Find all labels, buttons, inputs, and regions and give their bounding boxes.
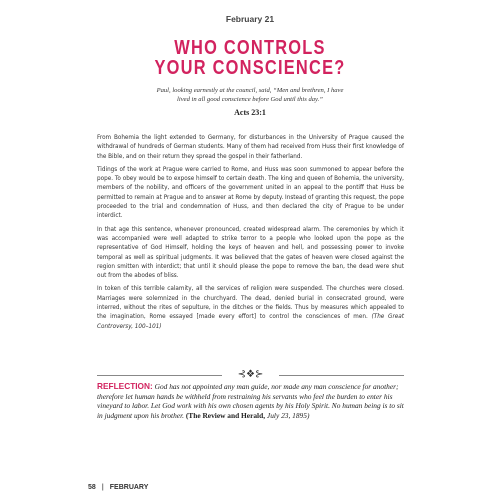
title-line-1: WHO CONTROLS — [174, 37, 326, 59]
reflection-label: REFLECTION: — [97, 381, 153, 391]
footer-month: FEBRUARY — [109, 484, 149, 491]
page-date: February 21 — [225, 14, 275, 24]
body-paragraph-1: From Bohemia the light extended to Germany, for disturbances in the University of Prague caused the withdrawal of hundreds of German students. Many of them had received from Huss their first knowledge of the Bible, and on their return they spread the gospel in their fatherland. — [97, 135, 404, 160]
fleuron-icon: ⊰❖⊱ — [237, 369, 264, 380]
reflection-source-date: July 23, 1895) — [266, 410, 310, 420]
body-paragraph-2: Tidings of the work at Prague were carried to Rome, and Huss was soon summoned to appear before the pope. To obey would be to expose himself to certain death. The king and queen of Bohemia, the university, members of the nobility, and officers of the government united in an appeal to the pontiff that Huss be permitted to remain at Prague and to answer at Rome by deputy. Instead of granting this request, the pope proceeded to the trial and condemnation of Huss, and then declared the city of Prague to be under interdict. — [97, 166, 404, 220]
section-divider — [97, 368, 404, 382]
epigraph-reference: Acts 23:1 — [234, 108, 266, 117]
page-title — [45, 38, 455, 78]
reflection-text: God has not appointed any man guide, nor made any man conscience for another; therefore let human hands be withheld from restraining his servants who feel the burden to enter his vineyard to labor. Let God work with his own chosen agents by his Holy Spirit. No human being is to sit in judgment upon his brother. — [97, 382, 404, 420]
body-citation: (The Great Controversy, 100–101) — [97, 314, 404, 330]
divider-line-left — [97, 375, 222, 376]
body-paragraph-3: In that age this sentence, whenever pronounced, created widespread alarm. The ceremonies by which it was accompanied were well adapted to strike terror to a people who looked upon the pope as the representative of God Himself, holding the keys of heaven and hell, and possessing power to invoke temporal as well as spiritual judgments. It was believed that the gates of heaven were closed against the region smitten with interdict; that until it should please the pope to remove the ban, the dead were shut out from the abodes of bliss. — [97, 226, 404, 280]
title-line-2: YOUR CONSCIENCE? — [154, 57, 346, 79]
body-paragraph-4-text: In token of this terrible calamity, all the services of religion were suspended. The churches were closed. Marriages were solemnized in the churchyard. The dead, denied burial in consecrated ground, were interred, without the rites of sepulture, in the ditches or the fields. Thus by measures which appealed to the imagination, Rome essayed [made every effort] to control the consciences of men. — [97, 286, 404, 321]
reflection-source: (The Review and Herald, — [185, 410, 267, 420]
reflection-block — [97, 382, 404, 420]
divider-line-right — [279, 375, 404, 376]
footer-separator: | — [101, 484, 104, 491]
body-text — [97, 134, 404, 336]
page-number: 58 — [88, 484, 96, 491]
epigraph-quote: Paul, looking earnestly at the council, said, “Men and brethren, I have lived in all good conscience before God until this day.” — [156, 87, 344, 103]
body-paragraph-4 — [97, 285, 404, 331]
page-footer — [88, 484, 148, 491]
